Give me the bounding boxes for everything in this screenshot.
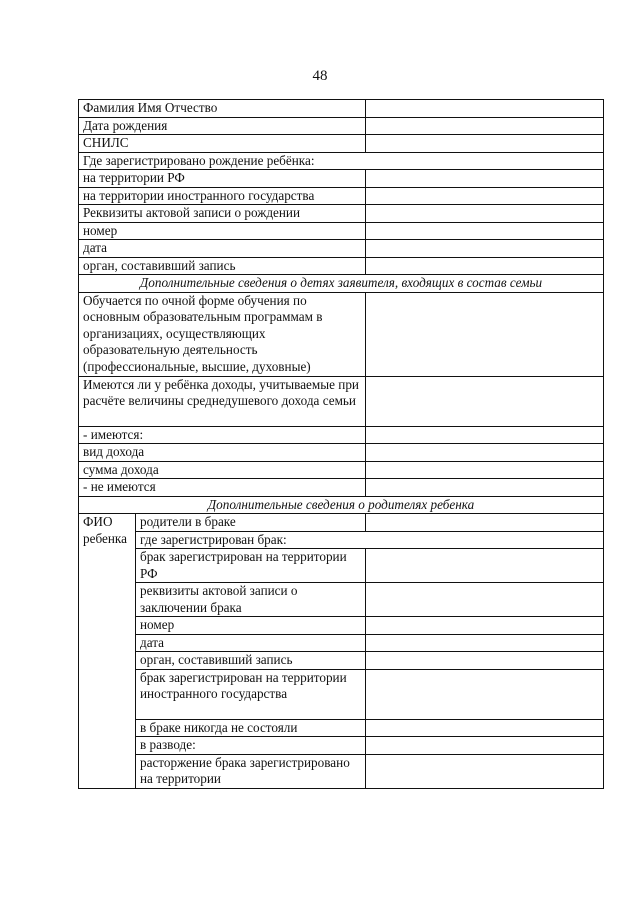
table-row	[79, 187, 604, 205]
field-value-divorced[interactable]	[366, 737, 604, 755]
field-label-birth-record: Реквизиты актовой записи о рождении	[79, 205, 366, 223]
field-label-divorced: в разводе:	[136, 737, 366, 755]
field-label-marriage-foreign: брак зарегистрирован на территории иностранного государства	[136, 669, 366, 719]
field-value-marriage-record-date[interactable]	[366, 634, 604, 652]
table-row	[79, 669, 604, 719]
table-row	[79, 170, 604, 188]
field-value-birth-date[interactable]	[366, 117, 604, 135]
field-value-marriage-record-number[interactable]	[366, 617, 604, 635]
field-value-income-type[interactable]	[366, 444, 604, 462]
field-value-full-name[interactable]	[366, 100, 604, 118]
field-value-marriage-foreign[interactable]	[366, 669, 604, 719]
field-value-income-yes[interactable]	[366, 426, 604, 444]
field-label-parents-married: родители в браке	[136, 514, 366, 532]
table-row	[79, 100, 604, 118]
field-value-income-amount[interactable]	[366, 461, 604, 479]
field-label-income-yes: - имеются:	[79, 426, 366, 444]
table-row	[79, 737, 604, 755]
field-value-marriage-in-russia[interactable]	[366, 549, 604, 583]
field-label-marriage-record: реквизиты актовой записи о заключении брака	[136, 583, 366, 617]
field-label-income-amount: сумма дохода	[79, 461, 366, 479]
field-label-child-full-name: ФИО ребенка	[79, 514, 136, 789]
table-row	[79, 426, 604, 444]
field-value-marriage-record[interactable]	[366, 583, 604, 617]
table-row	[79, 549, 604, 583]
field-value-marriage-record-authority[interactable]	[366, 652, 604, 670]
table-row	[79, 444, 604, 462]
table-row	[79, 531, 604, 549]
table-row	[79, 496, 604, 514]
field-value-record-date[interactable]	[366, 240, 604, 258]
table-row	[79, 583, 604, 617]
field-label-birth-registration: Где зарегистрировано рождение ребёнка:	[79, 152, 604, 170]
table-row	[79, 205, 604, 223]
field-label-income-no: - не имеются	[79, 479, 366, 497]
field-label-marriage-record-date: дата	[136, 634, 366, 652]
table-row	[79, 222, 604, 240]
field-label-full-name: Фамилия Имя Отчество	[79, 100, 366, 118]
field-label-divorce-registered: расторжение брака зарегистрировано на территории	[136, 754, 366, 788]
table-row	[79, 240, 604, 258]
field-value-income-question[interactable]	[366, 376, 604, 426]
table-row	[79, 257, 604, 275]
field-label-in-foreign-state: на территории иностранного государства	[79, 187, 366, 205]
table-row	[79, 514, 604, 532]
table-row	[79, 634, 604, 652]
table-row	[79, 275, 604, 293]
field-label-income-type: вид дохода	[79, 444, 366, 462]
table-row	[79, 135, 604, 153]
field-value-parents-married[interactable]	[366, 514, 604, 532]
field-label-income-question: Имеются ли у ребёнка доходы, учитываемые при расчёте величины среднедушевого дохода семьи	[79, 376, 366, 426]
field-label-marriage-place: где зарегистрирован брак:	[136, 531, 604, 549]
field-value-never-married[interactable]	[366, 719, 604, 737]
field-label-record-authority: орган, составивший запись	[79, 257, 366, 275]
field-label-never-married: в браке никогда не состояли	[136, 719, 366, 737]
section-heading-children: Дополнительные сведения о детях заявителя, входящих в состав семьи	[79, 275, 604, 293]
field-value-education[interactable]	[366, 292, 604, 376]
table-row	[79, 376, 604, 426]
table-row	[79, 117, 604, 135]
page-number: 48	[312, 68, 328, 84]
table-row	[79, 152, 604, 170]
field-label-education: Обучается по очной форме обучения по основным образовательным программам в организациях, осуществляющих образовательную деятельность (профессиональные, высшие, духовные)	[79, 292, 366, 376]
table-row	[79, 461, 604, 479]
table-row	[79, 719, 604, 737]
field-value-in-foreign-state[interactable]	[366, 187, 604, 205]
table-row	[79, 292, 604, 376]
field-value-snils[interactable]	[366, 135, 604, 153]
field-label-record-number: номер	[79, 222, 366, 240]
field-label-birth-date: Дата рождения	[79, 117, 366, 135]
field-label-in-russia: на территории РФ	[79, 170, 366, 188]
field-value-income-no[interactable]	[366, 479, 604, 497]
table-row	[79, 479, 604, 497]
table-row	[79, 617, 604, 635]
field-value-divorce-registered[interactable]	[366, 754, 604, 788]
field-value-birth-record[interactable]	[366, 205, 604, 223]
field-label-snils: СНИЛС	[79, 135, 366, 153]
field-label-marriage-record-number: номер	[136, 617, 366, 635]
application-form-table	[78, 99, 604, 789]
field-value-record-number[interactable]	[366, 222, 604, 240]
section-heading-parents: Дополнительные сведения о родителях ребенка	[79, 496, 604, 514]
field-value-record-authority[interactable]	[366, 257, 604, 275]
table-row	[79, 652, 604, 670]
field-label-marriage-in-russia: брак зарегистрирован на территории РФ	[136, 549, 366, 583]
table-row	[79, 754, 604, 788]
field-value-in-russia[interactable]	[366, 170, 604, 188]
field-label-record-date: дата	[79, 240, 366, 258]
field-label-marriage-record-authority: орган, составивший запись	[136, 652, 366, 670]
